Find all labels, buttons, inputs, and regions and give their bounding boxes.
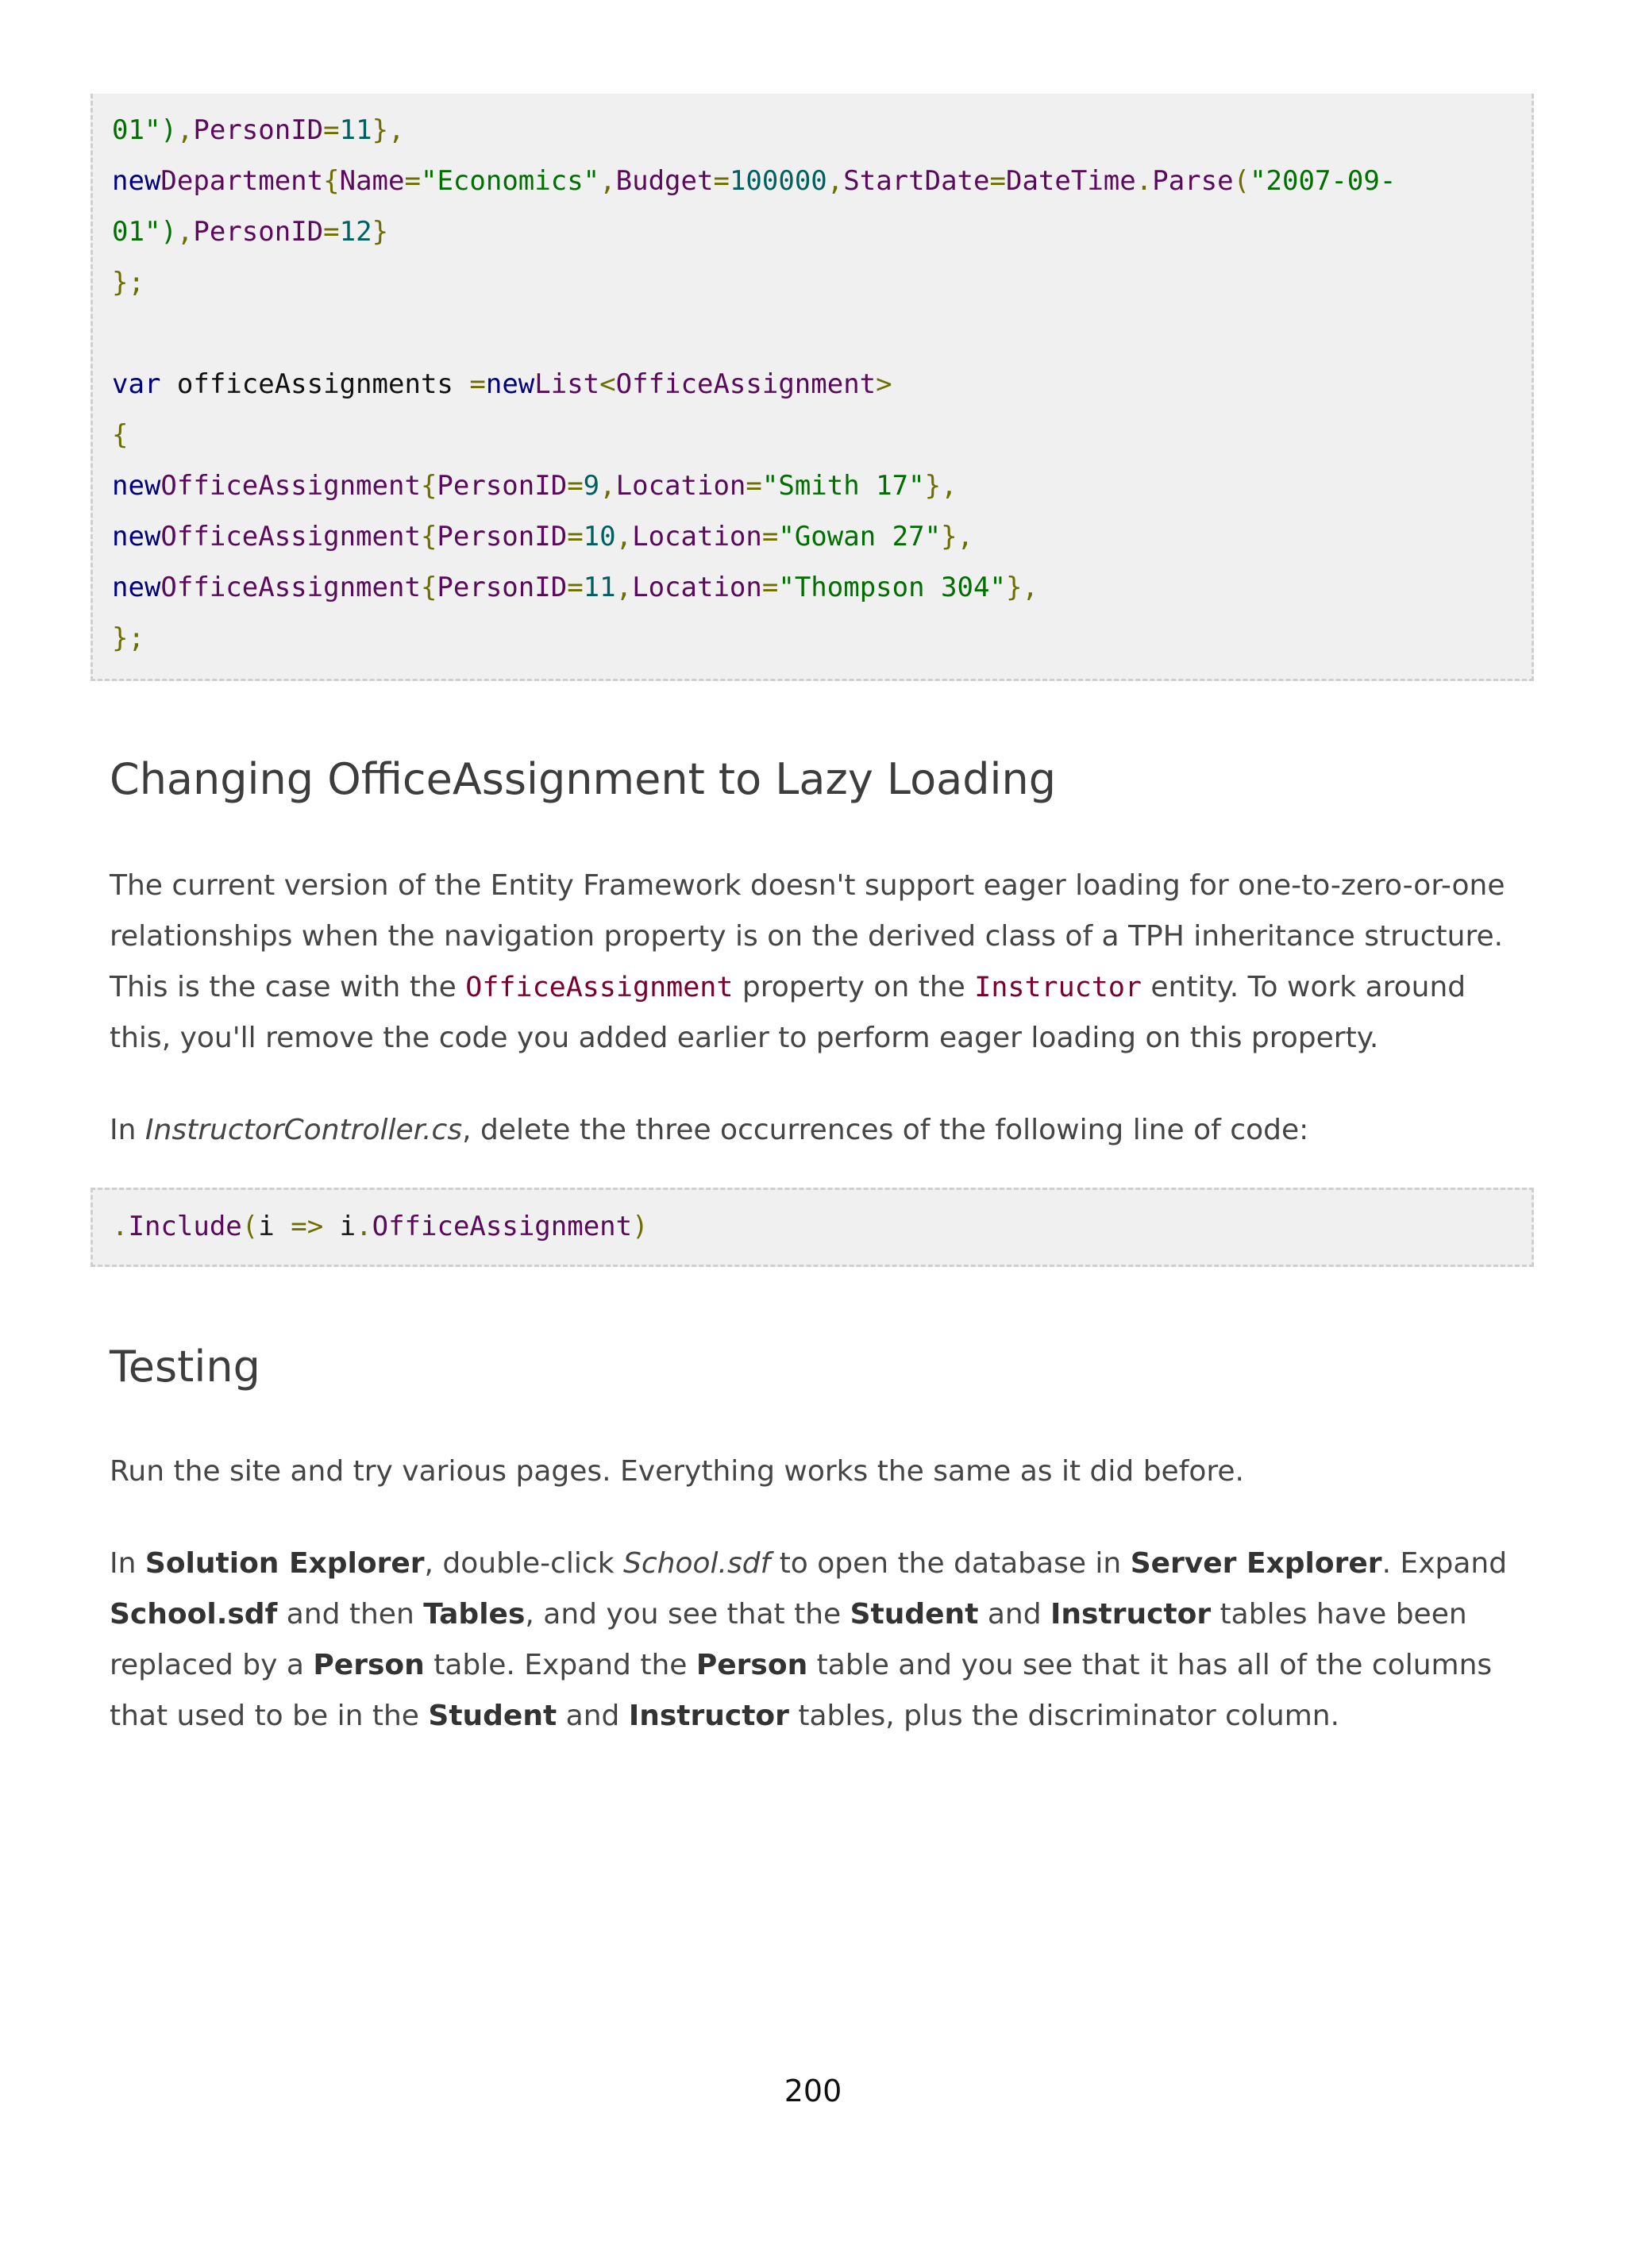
code-token: i <box>258 1211 291 1242</box>
code-token: PersonID <box>437 470 568 502</box>
text: table. Expand the <box>424 1649 696 1681</box>
code-token: 10 <box>583 521 616 553</box>
code-token: , <box>176 216 194 248</box>
page-number: 200 <box>784 2074 842 2108</box>
code-token: List <box>534 368 600 400</box>
code-token: new <box>485 368 535 400</box>
code-line <box>112 410 1512 460</box>
bold-student: Student <box>428 1700 557 1732</box>
text: property on the <box>733 971 975 1003</box>
inline-code-officeassignment: OfficeAssignment <box>465 972 734 1003</box>
code-token: 100000 <box>729 165 827 197</box>
code-token: { <box>420 470 437 502</box>
bold-server-explorer: Server Explorer <box>1130 1547 1382 1580</box>
code-token: OfficeAssignment <box>615 368 877 400</box>
code-token: "Smith 17" <box>761 470 925 502</box>
bold-tables: Tables <box>423 1598 526 1631</box>
code-token: DateTime <box>1005 165 1136 197</box>
bold-student: Student <box>850 1598 979 1631</box>
code-line <box>112 206 1512 257</box>
code-token: , <box>176 114 194 146</box>
code-token: new <box>112 470 161 502</box>
code-block-seed-data <box>91 94 1534 681</box>
code-token: . <box>112 1211 129 1242</box>
code-token: = <box>761 572 779 603</box>
code-token: "Economics" <box>420 165 600 197</box>
code-token: }; <box>112 622 144 654</box>
text: , delete the three occurrences of the following line of code: <box>462 1114 1309 1146</box>
code-line <box>112 562 1512 613</box>
code-block-include <box>91 1188 1534 1267</box>
text: to open the database in <box>770 1547 1131 1580</box>
code-token: i <box>323 1211 356 1242</box>
code-token: = <box>404 165 421 197</box>
text: , double-click <box>424 1547 623 1580</box>
code-token: officeAssignments <box>160 368 470 400</box>
code-token: , <box>599 470 616 502</box>
bold-school-sdf: School.sdf <box>110 1598 278 1631</box>
code-token: Location <box>632 572 762 603</box>
section-heading-lazy-loading: Changing OfficeAssignment to Lazy Loading <box>110 754 1056 804</box>
code-token: . <box>1135 165 1153 197</box>
code-token: }, <box>1005 572 1038 603</box>
code-token: < <box>599 368 616 400</box>
code-token: OfficeAssignment <box>160 521 421 553</box>
text: tables, plus the discriminator column. <box>788 1700 1340 1732</box>
code-token: { <box>112 419 129 451</box>
code-token: OfficeAssignment <box>160 470 421 502</box>
code-token: }, <box>372 114 405 146</box>
text: and <box>557 1700 629 1732</box>
code-token: var <box>112 368 161 400</box>
text: table and you see that it has all of the columns that used to be in the <box>110 1649 1493 1732</box>
text: tables have been replaced by a <box>110 1598 1467 1681</box>
code-line <box>112 613 1512 664</box>
text: . Expand <box>1381 1547 1508 1580</box>
code-token: 01") <box>112 216 177 248</box>
code-line <box>112 1201 1512 1252</box>
code-token: Name <box>339 165 405 197</box>
code-token: ) <box>632 1211 649 1242</box>
code-token: new <box>112 521 161 553</box>
code-token: PersonID <box>437 572 568 603</box>
code-token: Location <box>615 470 746 502</box>
code-token: > <box>876 368 892 400</box>
code-token: ( <box>241 1211 259 1242</box>
code-line <box>112 359 1512 410</box>
code-token: , <box>615 521 633 553</box>
filename: InstructorController.cs <box>144 1114 463 1146</box>
paragraph-solution-explorer <box>110 1538 1531 1742</box>
code-token: = <box>323 216 340 248</box>
text: , and you see that the <box>525 1598 850 1631</box>
code-token: . <box>356 1211 372 1242</box>
code-token: Budget <box>615 165 714 197</box>
code-token: 9 <box>583 470 600 502</box>
code-token: , <box>615 572 633 603</box>
code-token: }, <box>941 521 974 553</box>
text: The current version of the Entity Framework doesn't support eager loading for one-to-zero-or-one relationships when the navigation property is on the derived class of a TPH inheritance structure. This is the case with the <box>110 869 1505 1003</box>
code-token: OfficeAssignment <box>160 572 421 603</box>
code-line <box>112 460 1512 511</box>
text: and then <box>277 1598 424 1631</box>
code-token: = <box>567 521 584 553</box>
code-token: , <box>826 165 844 197</box>
code-line <box>112 156 1512 206</box>
bold-instructor: Instructor <box>1050 1598 1212 1631</box>
code-token: PersonID <box>437 521 568 553</box>
code-token: = <box>746 470 762 502</box>
code-token: "2007-09- <box>1250 165 1397 197</box>
text: entity. To work around this, you'll remove the code you added earlier to perform eager loading on this property. <box>110 971 1466 1054</box>
code-token: = <box>989 165 1006 197</box>
code-line <box>112 511 1512 562</box>
section-heading-testing: Testing <box>110 1342 260 1392</box>
code-token: = <box>713 165 730 197</box>
code-token: , <box>599 165 616 197</box>
paragraph-lazy-loading-explanation <box>110 861 1531 1064</box>
code-token: new <box>112 165 161 197</box>
code-token: { <box>323 165 340 197</box>
code-token: Department <box>160 165 324 197</box>
text: In <box>110 1547 145 1580</box>
code-token: => <box>291 1211 324 1242</box>
bold-person: Person <box>313 1649 425 1681</box>
bold-instructor: Instructor <box>628 1700 789 1732</box>
code-token: Location <box>632 521 762 553</box>
code-token: = <box>323 114 340 146</box>
code-line <box>112 257 1512 308</box>
paragraph-run-site: Run the site and try various pages. Everything works the same as it did before. <box>110 1455 1244 1488</box>
code-token: StartDate <box>843 165 990 197</box>
code-token: ( <box>1233 165 1250 197</box>
bold-solution-explorer: Solution Explorer <box>144 1547 425 1580</box>
code-token: 12 <box>339 216 372 248</box>
inline-code-instructor: Instructor <box>974 972 1142 1003</box>
code-token: }, <box>924 470 957 502</box>
code-token: new <box>112 572 161 603</box>
text: In <box>110 1114 145 1146</box>
code-token: "Gowan 27" <box>778 521 942 553</box>
code-token: = <box>761 521 779 553</box>
code-line <box>112 105 1512 156</box>
code-token: = <box>567 470 584 502</box>
code-token: 11 <box>339 114 372 146</box>
code-token: 11 <box>583 572 616 603</box>
bold-person: Person <box>695 1649 808 1681</box>
code-token: Include <box>128 1211 242 1242</box>
code-line <box>112 308 1512 359</box>
code-token: PersonID <box>193 216 324 248</box>
code-token: Parse <box>1152 165 1234 197</box>
code-token: PersonID <box>193 114 324 146</box>
code-token: { <box>420 521 437 553</box>
paragraph-delete-instruction <box>110 1105 1531 1156</box>
code-token: 01") <box>112 114 177 146</box>
code-token: }; <box>112 267 144 298</box>
code-token: } <box>372 216 389 248</box>
code-token: "Thompson 304" <box>778 572 1006 603</box>
code-token: = <box>567 572 584 603</box>
italic-school-sdf: School.sdf <box>623 1547 771 1580</box>
text: and <box>978 1598 1051 1631</box>
code-token: OfficeAssignment <box>372 1211 633 1242</box>
code-token: = <box>469 368 486 400</box>
code-token: { <box>420 572 437 603</box>
